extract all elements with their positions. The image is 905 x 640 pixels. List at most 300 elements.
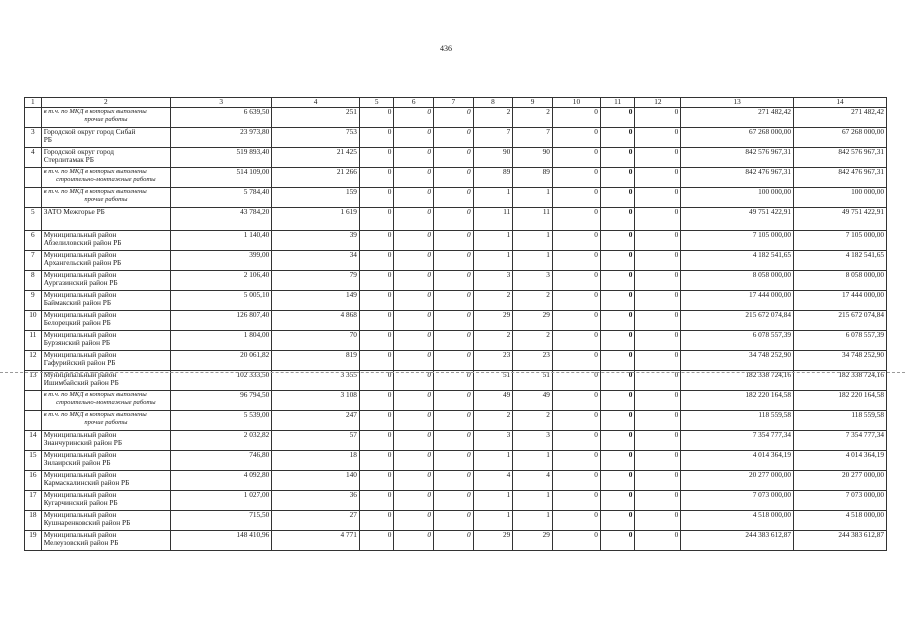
row-name-line: Кармаскалинский район РБ <box>43 478 130 488</box>
value-cell: 51 <box>513 371 553 391</box>
value-cell: 0 <box>635 411 681 431</box>
value-cell: 4 868 <box>272 311 360 331</box>
row-name-cell <box>41 371 170 391</box>
value-cell: 7 105 000,00 <box>794 231 887 251</box>
value-cell: 0 <box>359 148 393 168</box>
value-cell: 0 <box>600 411 634 431</box>
table-row <box>25 411 887 431</box>
row-name-line: Зианчуринский район РБ <box>43 438 123 448</box>
value-cell: 0 <box>552 311 600 331</box>
value-cell: 67 268 000,00 <box>794 128 887 148</box>
row-number-cell: 5 <box>25 208 42 231</box>
row-number-cell <box>25 168 42 188</box>
table-row <box>25 431 887 451</box>
row-number-cell: 19 <box>25 531 42 551</box>
value-cell: 0 <box>434 411 474 431</box>
value-cell: 3 355 <box>272 371 360 391</box>
value-cell: 0 <box>552 531 600 551</box>
value-cell: 0 <box>552 108 600 128</box>
row-name-cell <box>41 128 170 148</box>
value-cell: 0 <box>600 451 634 471</box>
value-cell: 100 000,00 <box>681 188 794 208</box>
row-name-cell <box>41 231 170 251</box>
value-cell: 21 425 <box>272 148 360 168</box>
value-cell: 0 <box>394 511 434 531</box>
row-name-line: Кугарчинский район РБ <box>43 498 118 508</box>
value-cell: 251 <box>272 108 360 128</box>
value-cell: 0 <box>434 168 474 188</box>
value-cell: 1 <box>513 231 553 251</box>
value-cell: 2 106,40 <box>171 271 272 291</box>
row-number-cell: 14 <box>25 431 42 451</box>
table-row <box>25 128 887 148</box>
value-cell: 0 <box>359 108 393 128</box>
row-name-line: Муниципальный район <box>43 470 117 479</box>
value-cell: 1 <box>473 251 513 271</box>
value-cell: 126 807,40 <box>171 311 272 331</box>
table-body <box>25 98 887 551</box>
value-cell: 1 <box>513 491 553 511</box>
value-cell: 0 <box>635 351 681 371</box>
data-table <box>24 97 887 551</box>
row-name-line: в т.ч. по МКД в которых выполнены <box>43 188 147 195</box>
row-number-cell <box>25 391 42 411</box>
value-cell: 271 482,42 <box>794 108 887 128</box>
value-cell: 0 <box>635 208 681 231</box>
value-cell: 0 <box>552 471 600 491</box>
row-name-line: в т.ч. по МКД в которых выполнены <box>43 391 147 398</box>
value-cell: 0 <box>635 251 681 271</box>
value-cell: 0 <box>394 491 434 511</box>
row-name-cell <box>41 188 170 208</box>
value-cell: 0 <box>394 128 434 148</box>
value-cell: 842 576 967,31 <box>681 148 794 168</box>
value-cell: 0 <box>359 371 393 391</box>
row-name-line: Муниципальный район <box>43 510 117 519</box>
value-cell: 20 277 000,00 <box>681 471 794 491</box>
value-cell: 0 <box>552 431 600 451</box>
value-cell: 0 <box>359 188 393 208</box>
value-cell: 715,50 <box>171 511 272 531</box>
value-cell: 247 <box>272 411 360 431</box>
value-cell: 0 <box>394 188 434 208</box>
value-cell: 118 559,58 <box>794 411 887 431</box>
value-cell: 7 <box>473 128 513 148</box>
value-cell: 0 <box>600 148 634 168</box>
col-header: 5 <box>359 98 393 108</box>
value-cell: 70 <box>272 331 360 351</box>
value-cell: 6 078 557,39 <box>794 331 887 351</box>
value-cell: 0 <box>394 208 434 231</box>
value-cell: 0 <box>434 208 474 231</box>
value-cell: 0 <box>434 311 474 331</box>
row-name-cell <box>41 491 170 511</box>
row-name-cell <box>41 531 170 551</box>
col-header: 2 <box>41 98 170 108</box>
value-cell: 21 266 <box>272 168 360 188</box>
value-cell: 2 <box>513 108 553 128</box>
value-cell: 753 <box>272 128 360 148</box>
value-cell: 159 <box>272 188 360 208</box>
row-name-line: прочие работы <box>84 115 128 123</box>
value-cell: 0 <box>394 471 434 491</box>
row-name-line: в т.ч. по МКД в которых выполнены <box>43 168 147 175</box>
row-name-cell <box>41 331 170 351</box>
table-row <box>25 451 887 471</box>
row-name-line: Кушнаренковский район РБ <box>43 518 131 528</box>
value-cell: 0 <box>394 108 434 128</box>
row-number-cell: 16 <box>25 471 42 491</box>
value-cell: 0 <box>359 251 393 271</box>
value-cell: 90 <box>513 148 553 168</box>
value-cell: 0 <box>552 351 600 371</box>
value-cell: 0 <box>635 291 681 311</box>
row-name-line: Гафурийский район РБ <box>43 358 116 368</box>
value-cell: 0 <box>434 371 474 391</box>
value-cell: 0 <box>359 491 393 511</box>
row-name-cell <box>41 208 170 231</box>
value-cell: 0 <box>552 231 600 251</box>
value-cell: 29 <box>513 311 553 331</box>
row-name-line: Муниципальный район <box>43 270 117 279</box>
value-cell: 11 <box>513 208 553 231</box>
value-cell: 148 410,96 <box>171 531 272 551</box>
row-name-line: Ишимбайский район РБ <box>43 378 119 388</box>
value-cell: 51 <box>473 371 513 391</box>
value-cell: 0 <box>635 231 681 251</box>
row-name-line: Городской округ город <box>43 147 114 156</box>
value-cell: 23 <box>473 351 513 371</box>
table-row <box>25 351 887 371</box>
value-cell: 0 <box>600 128 634 148</box>
value-cell: 0 <box>434 148 474 168</box>
value-cell: 0 <box>600 471 634 491</box>
value-cell: 2 <box>513 291 553 311</box>
value-cell: 1 <box>473 511 513 531</box>
value-cell: 0 <box>635 188 681 208</box>
value-cell: 0 <box>600 208 634 231</box>
value-cell: 3 <box>473 271 513 291</box>
value-cell: 89 <box>473 168 513 188</box>
value-cell: 0 <box>359 168 393 188</box>
value-cell: 0 <box>394 168 434 188</box>
value-cell: 0 <box>635 108 681 128</box>
value-cell: 0 <box>635 451 681 471</box>
table-row <box>25 291 887 311</box>
col-header: 8 <box>473 98 513 108</box>
value-cell: 20 277 000,00 <box>794 471 887 491</box>
value-cell: 0 <box>552 128 600 148</box>
row-name-cell <box>41 311 170 331</box>
value-cell: 1 619 <box>272 208 360 231</box>
col-header: 13 <box>681 98 794 108</box>
row-number-cell: 8 <box>25 271 42 291</box>
row-name-cell <box>41 148 170 168</box>
value-cell: 842 576 967,31 <box>794 148 887 168</box>
value-cell: 2 <box>473 411 513 431</box>
value-cell: 2 <box>473 291 513 311</box>
col-header: 3 <box>171 98 272 108</box>
value-cell: 34 748 252,90 <box>794 351 887 371</box>
row-name-line: Стерлитамак РБ <box>43 155 94 165</box>
row-name-line: Архангельский район РБ <box>43 258 122 268</box>
col-header: 1 <box>25 98 42 108</box>
row-number-cell: 9 <box>25 291 42 311</box>
col-header: 6 <box>394 98 434 108</box>
value-cell: 49 <box>513 391 553 411</box>
row-number-cell: 13 <box>25 371 42 391</box>
value-cell: 0 <box>600 271 634 291</box>
value-cell: 0 <box>434 331 474 351</box>
row-name-line: в т.ч. по МКД в которых выполнены <box>43 411 147 418</box>
value-cell: 1 804,00 <box>171 331 272 351</box>
value-cell: 90 <box>473 148 513 168</box>
value-cell: 149 <box>272 291 360 311</box>
row-number-cell: 10 <box>25 311 42 331</box>
value-cell: 3 <box>473 431 513 451</box>
value-cell: 7 073 000,00 <box>794 491 887 511</box>
row-number-cell: 7 <box>25 251 42 271</box>
value-cell: 0 <box>434 451 474 471</box>
value-cell: 0 <box>434 351 474 371</box>
value-cell: 0 <box>635 331 681 351</box>
row-name-line: Зилаирский район РБ <box>43 458 111 468</box>
value-cell: 0 <box>359 531 393 551</box>
col-header: 7 <box>434 98 474 108</box>
table-row <box>25 148 887 168</box>
value-cell: 215 672 074,84 <box>681 311 794 331</box>
value-cell: 140 <box>272 471 360 491</box>
value-cell: 5 539,00 <box>171 411 272 431</box>
value-cell: 8 058 000,00 <box>794 271 887 291</box>
value-cell: 0 <box>359 208 393 231</box>
value-cell: 57 <box>272 431 360 451</box>
value-cell: 11 <box>473 208 513 231</box>
value-cell: 215 672 074,84 <box>794 311 887 331</box>
value-cell: 1 <box>473 491 513 511</box>
value-cell: 0 <box>434 231 474 251</box>
value-cell: 0 <box>552 411 600 431</box>
value-cell: 0 <box>394 271 434 291</box>
value-cell: 89 <box>513 168 553 188</box>
value-cell: 18 <box>272 451 360 471</box>
value-cell: 0 <box>600 168 634 188</box>
value-cell: 0 <box>600 351 634 371</box>
table-row <box>25 108 887 128</box>
value-cell: 0 <box>600 511 634 531</box>
row-name-line: строительно-монтажные работы <box>56 398 156 406</box>
value-cell: 4 518 000,00 <box>794 511 887 531</box>
value-cell: 1 <box>473 231 513 251</box>
value-cell: 4 014 364,19 <box>794 451 887 471</box>
value-cell: 0 <box>434 471 474 491</box>
row-name-cell <box>41 271 170 291</box>
value-cell: 0 <box>552 148 600 168</box>
value-cell: 0 <box>359 511 393 531</box>
value-cell: 0 <box>394 431 434 451</box>
row-name-line: строительно-монтажные работы <box>56 175 156 183</box>
value-cell: 0 <box>600 491 634 511</box>
row-name-cell <box>41 291 170 311</box>
value-cell: 0 <box>394 531 434 551</box>
value-cell: 17 444 000,00 <box>681 291 794 311</box>
value-cell: 0 <box>552 371 600 391</box>
value-cell: 0 <box>600 531 634 551</box>
value-cell: 182 338 724,16 <box>794 371 887 391</box>
row-name-line: Муниципальный район <box>43 230 117 239</box>
value-cell: 0 <box>359 271 393 291</box>
value-cell: 96 794,50 <box>171 391 272 411</box>
table-row <box>25 331 887 351</box>
value-cell: 0 <box>600 291 634 311</box>
value-cell: 2 032,82 <box>171 431 272 451</box>
row-number-cell: 17 <box>25 491 42 511</box>
value-cell: 27 <box>272 511 360 531</box>
value-cell: 0 <box>434 128 474 148</box>
value-cell: 3 <box>513 271 553 291</box>
value-cell: 7 073 000,00 <box>681 491 794 511</box>
row-name-cell <box>41 431 170 451</box>
value-cell: 2 <box>513 331 553 351</box>
value-cell: 4 182 541,65 <box>681 251 794 271</box>
value-cell: 0 <box>635 391 681 411</box>
value-cell: 244 383 612,87 <box>681 531 794 551</box>
value-cell: 49 <box>473 391 513 411</box>
row-name-line: РБ <box>43 135 52 145</box>
col-header: 10 <box>552 98 600 108</box>
row-name-line: Муниципальный район <box>43 310 117 319</box>
value-cell: 34 748 252,90 <box>681 351 794 371</box>
value-cell: 2 <box>473 108 513 128</box>
value-cell: 519 893,40 <box>171 148 272 168</box>
value-cell: 0 <box>434 291 474 311</box>
value-cell: 0 <box>394 291 434 311</box>
value-cell: 0 <box>600 371 634 391</box>
value-cell: 0 <box>600 231 634 251</box>
value-cell: 1 140,40 <box>171 231 272 251</box>
value-cell: 4 518 000,00 <box>681 511 794 531</box>
value-cell: 0 <box>434 391 474 411</box>
value-cell: 1 <box>513 511 553 531</box>
value-cell: 0 <box>635 311 681 331</box>
value-cell: 29 <box>513 531 553 551</box>
value-cell: 0 <box>552 251 600 271</box>
row-name-line: Городской округ город Сибай <box>43 127 136 136</box>
value-cell: 0 <box>394 411 434 431</box>
row-name-cell <box>41 168 170 188</box>
row-name-line: Бурзянский район РБ <box>43 338 111 348</box>
value-cell: 0 <box>635 531 681 551</box>
row-name-line: Муниципальный район <box>43 350 117 359</box>
value-cell: 29 <box>473 311 513 331</box>
row-name-line: прочие работы <box>84 418 128 426</box>
value-cell: 0 <box>635 148 681 168</box>
value-cell: 7 354 777,34 <box>681 431 794 451</box>
table-row <box>25 188 887 208</box>
value-cell: 7 <box>513 128 553 148</box>
value-cell: 0 <box>359 451 393 471</box>
value-cell: 0 <box>359 411 393 431</box>
value-cell: 0 <box>635 271 681 291</box>
value-cell: 842 476 967,31 <box>681 168 794 188</box>
value-cell: 0 <box>552 271 600 291</box>
header-row <box>25 98 887 108</box>
value-cell: 6 078 557,39 <box>681 331 794 351</box>
row-name-line: Муниципальный район <box>43 430 117 439</box>
value-cell: 0 <box>635 511 681 531</box>
row-name-cell <box>41 251 170 271</box>
col-header: 14 <box>794 98 887 108</box>
row-name-cell <box>41 391 170 411</box>
value-cell: 819 <box>272 351 360 371</box>
value-cell: 0 <box>394 351 434 371</box>
row-name-cell <box>41 351 170 371</box>
row-name-line: Муниципальный район <box>43 290 117 299</box>
value-cell: 399,00 <box>171 251 272 271</box>
value-cell: 43 784,20 <box>171 208 272 231</box>
value-cell: 0 <box>552 188 600 208</box>
value-cell: 0 <box>434 251 474 271</box>
value-cell: 4 182 541,65 <box>794 251 887 271</box>
col-header: 11 <box>600 98 634 108</box>
value-cell: 1 <box>513 451 553 471</box>
value-cell: 0 <box>434 431 474 451</box>
value-cell: 182 220 164,58 <box>794 391 887 411</box>
row-name-cell <box>41 108 170 128</box>
row-name-line: Белорецкий район РБ <box>43 318 111 328</box>
value-cell: 5 784,40 <box>171 188 272 208</box>
value-cell: 0 <box>434 188 474 208</box>
value-cell: 118 559,58 <box>681 411 794 431</box>
value-cell: 8 058 000,00 <box>681 271 794 291</box>
value-cell: 0 <box>600 188 634 208</box>
row-name-line: Мелеузовский район РБ <box>43 538 119 548</box>
value-cell: 0 <box>552 331 600 351</box>
value-cell: 271 482,42 <box>681 108 794 128</box>
value-cell: 1 <box>473 451 513 471</box>
row-number-cell <box>25 411 42 431</box>
value-cell: 0 <box>359 128 393 148</box>
value-cell: 0 <box>359 431 393 451</box>
value-cell: 0 <box>434 531 474 551</box>
value-cell: 0 <box>394 311 434 331</box>
value-cell: 514 109,00 <box>171 168 272 188</box>
value-cell: 39 <box>272 231 360 251</box>
value-cell: 49 751 422,91 <box>794 208 887 231</box>
table-row <box>25 251 887 271</box>
row-name-line: Муниципальный район <box>43 490 117 499</box>
value-cell: 1 <box>513 188 553 208</box>
value-cell: 0 <box>600 251 634 271</box>
value-cell: 3 <box>513 431 553 451</box>
value-cell: 182 338 724,16 <box>681 371 794 391</box>
value-cell: 0 <box>434 271 474 291</box>
row-number-cell: 15 <box>25 451 42 471</box>
row-number-cell: 3 <box>25 128 42 148</box>
value-cell: 0 <box>600 108 634 128</box>
table-row <box>25 391 887 411</box>
value-cell: 0 <box>635 471 681 491</box>
row-name-line: Муниципальный район <box>43 330 117 339</box>
value-cell: 23 973,80 <box>171 128 272 148</box>
value-cell: 1 <box>473 188 513 208</box>
row-number-cell <box>25 188 42 208</box>
table-row <box>25 371 887 391</box>
table-row <box>25 168 887 188</box>
row-name-line: Муниципальный район <box>43 250 117 259</box>
row-name-line: Абзелиловский район РБ <box>43 238 122 248</box>
value-cell: 1 <box>513 251 553 271</box>
